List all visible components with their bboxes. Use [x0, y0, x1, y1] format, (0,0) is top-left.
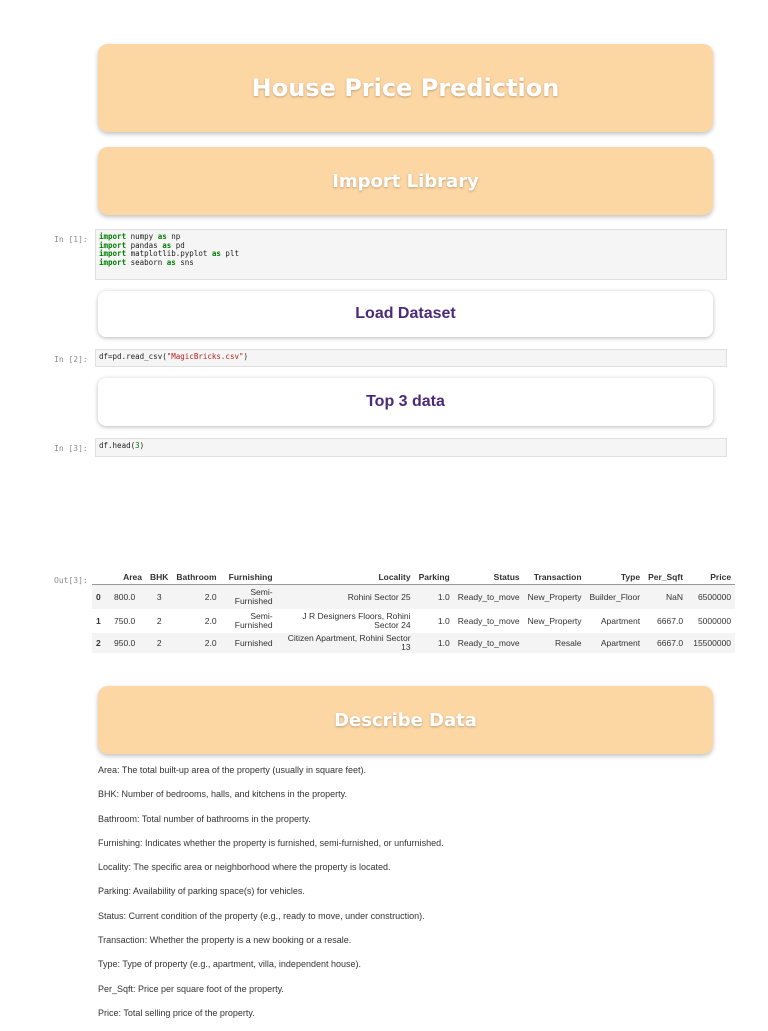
table-cell: 5000000	[697, 615, 732, 626]
table-cell: 1.0	[415, 633, 454, 653]
description-line: Locality: The specific area or neighborhood where the property is located.	[98, 862, 391, 873]
table-cell: Ready_to_move	[457, 615, 520, 626]
description-line: Bathroom: Total number of bathrooms in the property.	[98, 813, 311, 824]
description-line: Furnishing: Indicates whether the property is furnished, semi-furnished, or unfurnished.	[98, 837, 444, 848]
code-cell-3[interactable]: df.head(3)	[95, 438, 727, 457]
describe-data-heading: Describe Data	[334, 709, 477, 731]
describe-data-banner	[98, 686, 713, 754]
page-title: House Price Prediction	[251, 74, 560, 102]
table-row	[92, 609, 735, 633]
import-library-heading: Import Library	[332, 170, 479, 192]
description-line: Parking: Availability of parking space(s) for vehicles.	[98, 886, 305, 897]
table-cell: 2	[156, 615, 162, 626]
column-header: Parking	[415, 570, 454, 585]
table-cell: 2.0	[172, 633, 220, 653]
row-index: 2	[92, 633, 110, 653]
table-cell: 800.0	[110, 585, 146, 609]
row-index: 1	[96, 615, 101, 626]
table-cell: Resale	[524, 633, 586, 653]
table-cell: Citizen Apartment, Rohini Sector 13	[287, 632, 411, 652]
table-cell: 750.0	[114, 615, 136, 626]
table-row	[92, 585, 735, 609]
description-line: Transaction: Whether the property is a new booking or a resale.	[98, 935, 352, 946]
column-header: Type	[586, 570, 645, 585]
description-line: Status: Current condition of the property (e.g., ready to move, under construction).	[98, 910, 425, 921]
table-cell: Builder_Floor	[586, 585, 645, 609]
table-row	[92, 633, 735, 653]
table-cell: Ready_to_move	[454, 585, 524, 609]
out-prompt: Out[3]:	[54, 576, 88, 585]
table-cell: 1.0	[415, 585, 454, 609]
cell-1-prompt: In [1]:	[54, 235, 88, 244]
table-cell: 2.0	[204, 615, 217, 626]
column-header: BHK	[146, 570, 172, 585]
table-cell: 6667.0	[657, 615, 684, 626]
description-line: Per_Sqft: Price per square foot of the property.	[98, 983, 284, 994]
row-index: 0	[92, 585, 110, 609]
description-line: Area: The total built-up area of the property (usually in square feet).	[98, 765, 366, 775]
table-cell: New_Property	[527, 615, 582, 626]
table-cell: 15500000	[687, 633, 735, 653]
table-cell: 6667.0	[644, 633, 687, 653]
table-cell: Rohini Sector 25	[347, 591, 411, 602]
description-line: BHK: Number of bedrooms, halls, and kitchens in the property.	[98, 789, 347, 800]
cell-2-prompt: In [2]:	[54, 355, 88, 364]
column-header: Transaction	[524, 570, 586, 585]
load-dataset-banner	[98, 291, 713, 337]
table-cell: Semi-Furnished	[234, 610, 273, 630]
table-cell: 2.0	[172, 585, 220, 609]
dataframe-header-row	[92, 570, 735, 585]
column-header: Status	[454, 570, 524, 585]
code-cell-2[interactable]: df=pd.read_csv("MagicBricks.csv")	[95, 349, 727, 367]
code-cell-1[interactable]: import numpy as np import pandas as pd import matplotlib.pyplot as plt import seaborn as sns	[95, 229, 727, 280]
table-cell: Semi-Furnished	[234, 586, 273, 606]
top-3-data-heading: Top 3 data	[366, 393, 445, 410]
table-cell: 6500000	[687, 585, 735, 609]
column-header: Area	[110, 570, 146, 585]
table-cell: 1.0	[437, 615, 450, 626]
title-banner	[98, 44, 713, 132]
column-descriptions	[98, 764, 698, 1031]
load-dataset-heading: Load Dataset	[355, 305, 456, 322]
cell-3-prompt: In [3]:	[54, 444, 88, 453]
table-cell: 2	[146, 633, 172, 653]
column-header: Price	[687, 570, 735, 585]
table-cell: NaN	[644, 585, 687, 609]
table-cell: J R Designers Floors, Rohini Sector 24	[302, 610, 411, 630]
table-cell: Apartment	[586, 633, 645, 653]
import-library-banner	[98, 147, 713, 215]
description-line: Price: Total selling price of the property.	[98, 1007, 255, 1018]
table-cell: 3	[146, 585, 172, 609]
description-line: Type: Type of property (e.g., apartment, villa, independent house).	[98, 959, 361, 970]
column-header: Furnishing	[221, 570, 277, 585]
table-cell: New_Property	[524, 585, 586, 609]
table-cell: Ready_to_move	[454, 633, 524, 653]
table-cell: Apartment	[600, 615, 641, 626]
top-3-data-banner	[98, 378, 713, 426]
dataframe-table	[92, 570, 735, 653]
column-header: Per_Sqft	[644, 570, 687, 585]
column-header: Locality	[277, 570, 415, 585]
table-cell: Furnished	[234, 637, 273, 648]
index-header	[92, 570, 110, 585]
column-header: Bathroom	[172, 570, 220, 585]
table-cell: 950.0	[110, 633, 146, 653]
